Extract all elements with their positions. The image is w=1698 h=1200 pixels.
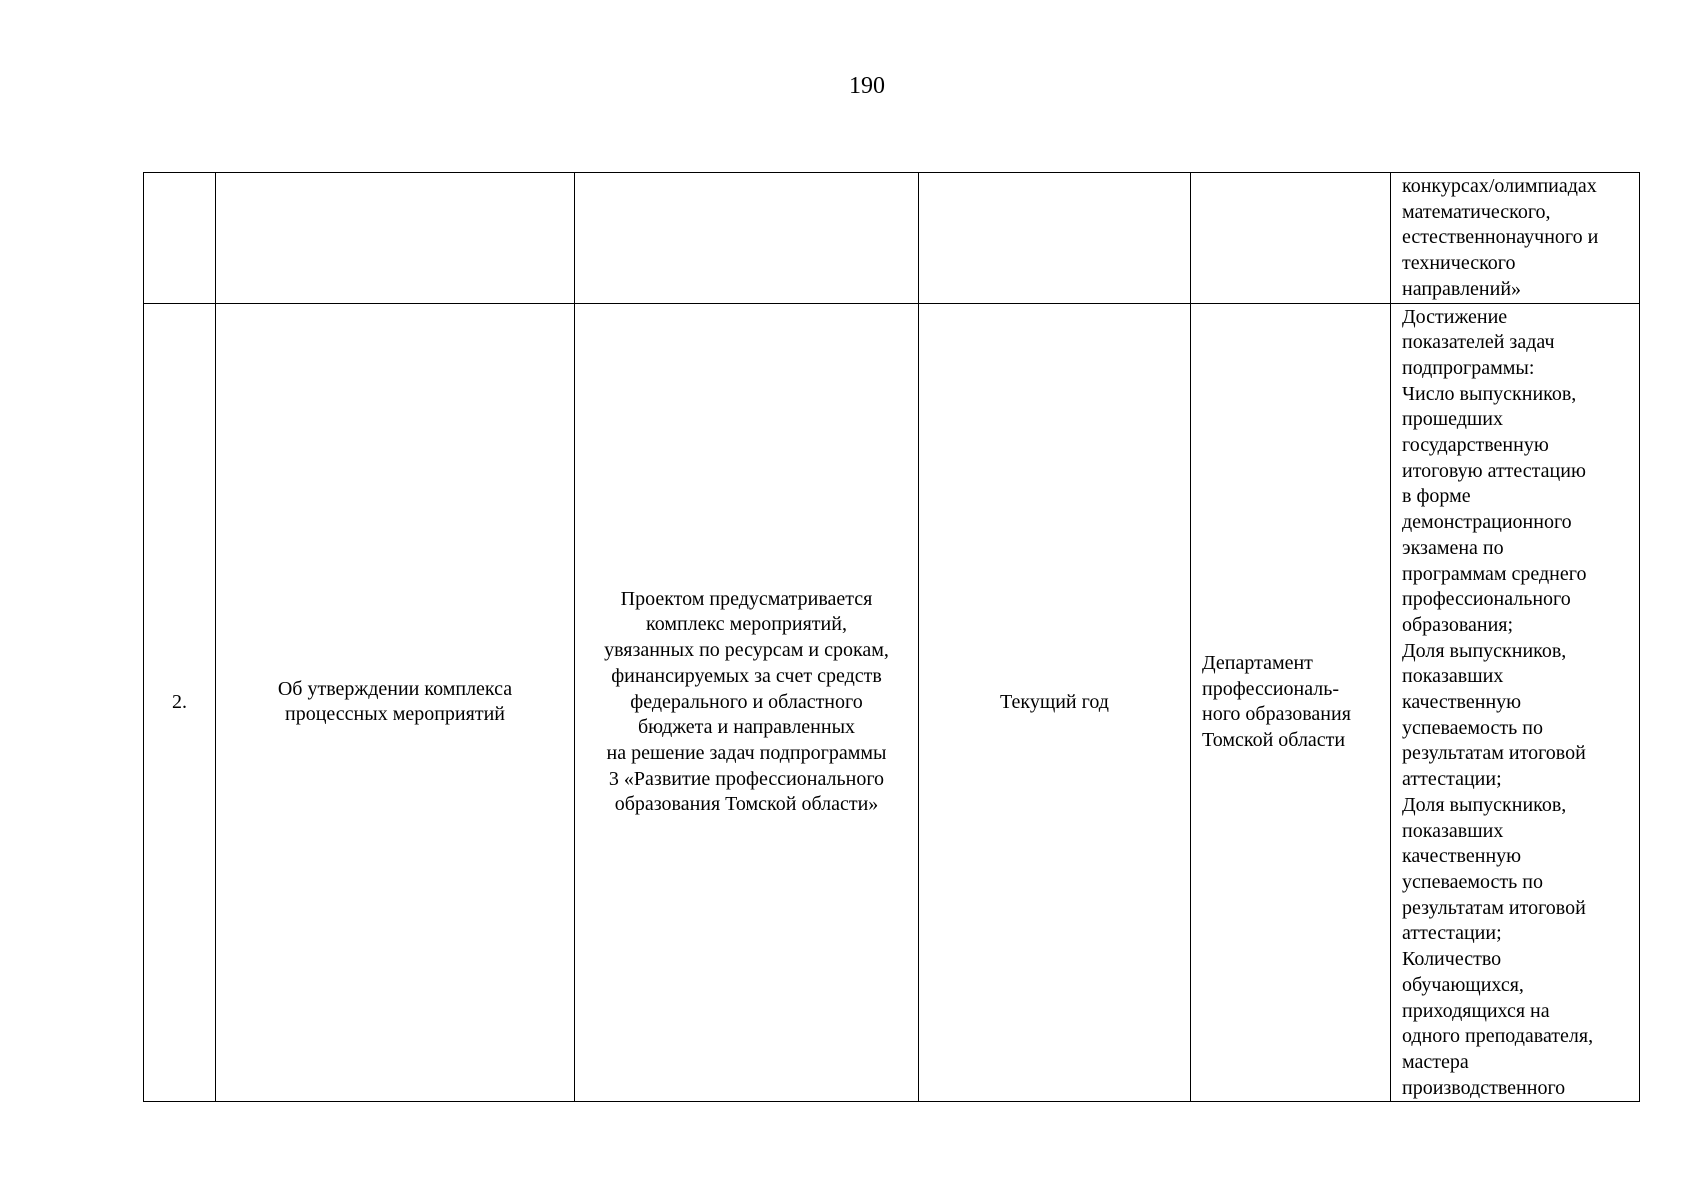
- measure-title-cell: Об утверждении комплекса процессных мероприятий: [216, 303, 575, 1102]
- row-number-cell: 2.: [144, 303, 216, 1102]
- table-row: [144, 303, 1640, 1102]
- table-row: [144, 173, 1640, 304]
- executor-cell: [1191, 173, 1391, 304]
- measure-title-cell: [216, 173, 575, 304]
- measures-table: [143, 172, 1640, 1102]
- term-cell: [919, 173, 1191, 304]
- result-cell: конкурсах/олимпиадах математического, естественнонаучного и технического направлений»: [1391, 173, 1640, 304]
- page-number: 190: [849, 73, 885, 99]
- row-number-cell: [144, 173, 216, 304]
- measure-description-cell: Проектом предусматривается комплекс мероприятий, увязанных по ресурсам и срокам, финансируемых за счет средств федерального и областного бюджета и направленных на решение задач подпрограммы 3 «Развитие профессионального образования Томской области»: [575, 303, 919, 1102]
- executor-cell: Департамент профессиональ- ного образования Томской области: [1191, 303, 1391, 1102]
- measure-description-cell: [575, 173, 919, 304]
- result-cell: Достижение показателей задач подпрограммы: Число выпускников, прошедших государственную итоговую аттестацию в форме демонстрационного экзамена по программам среднего профессионального образования; Доля выпускников, показавших качественную успеваемость по результатам итоговой аттестации; Доля выпускников, показавших качественную успеваемость по результатам итоговой аттестации; Количество обучающихся, приходящихся на одного преподавателя, мастера производственного: [1391, 303, 1640, 1102]
- term-cell: Текущий год: [919, 303, 1191, 1102]
